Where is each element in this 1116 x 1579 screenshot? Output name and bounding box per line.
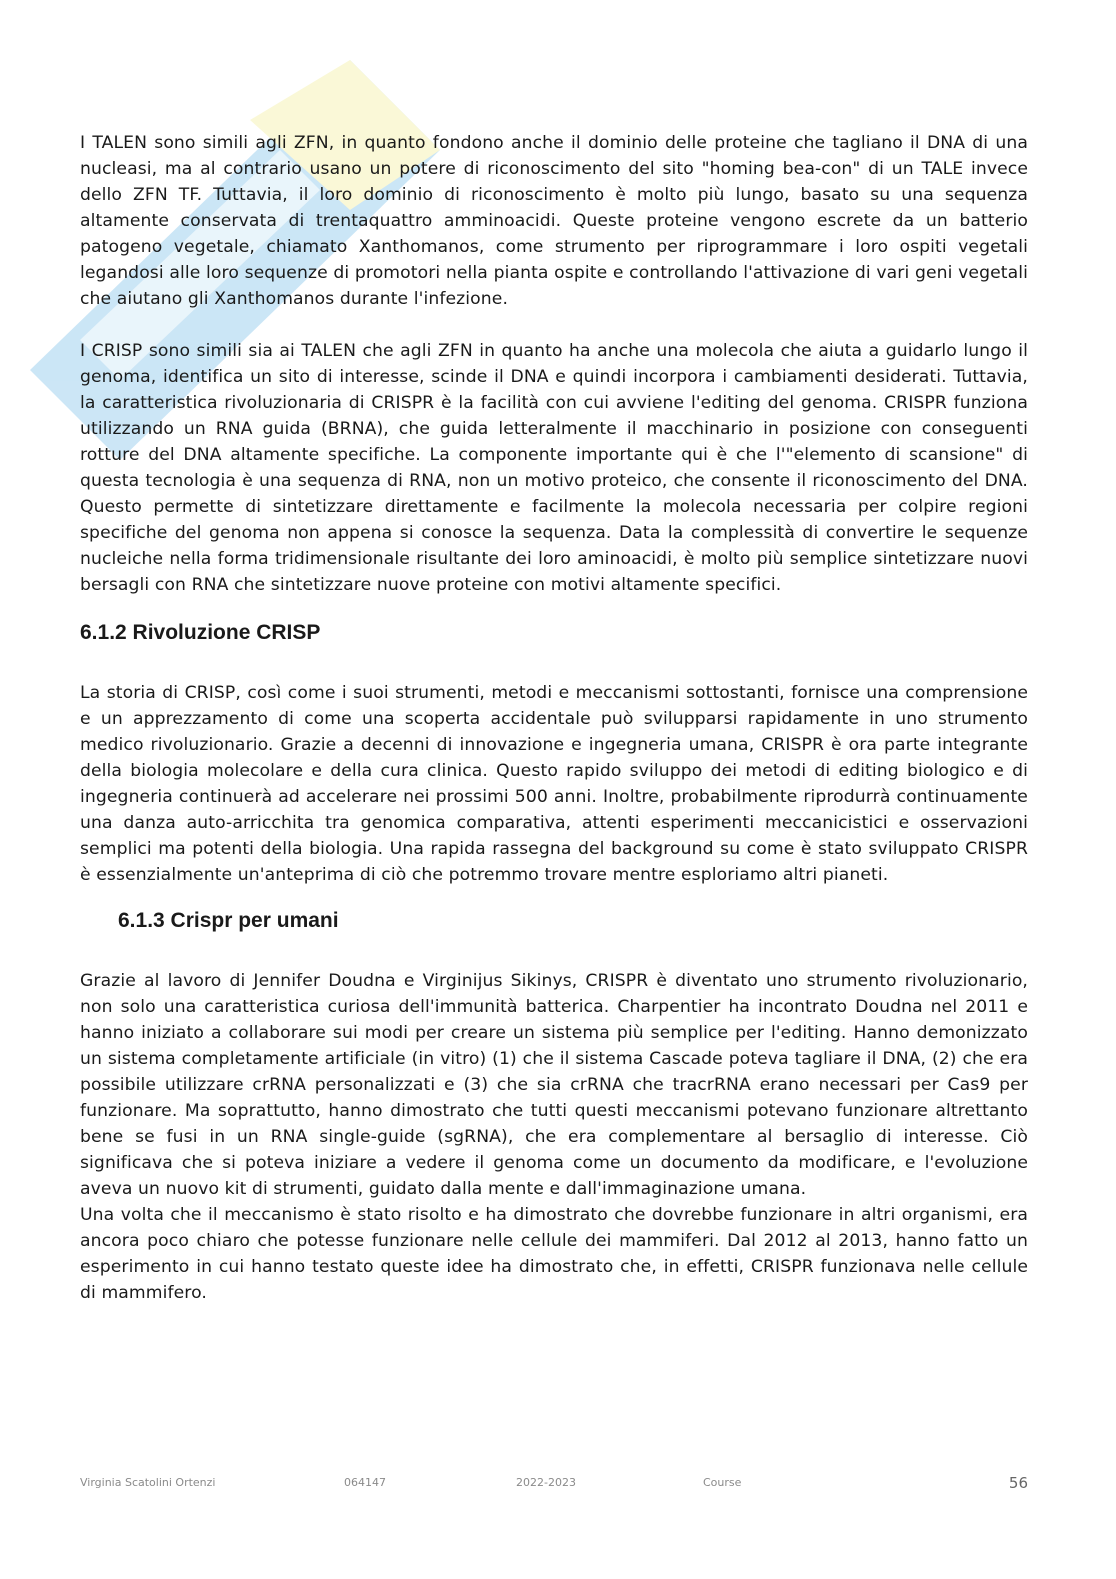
paragraph-talen: I TALEN sono simili agli ZFN, in quanto fondono anche il dominio delle proteine che tagliano il DNA di una nucleasi, ma al contrario usano un potere di riconoscimento del sito "homing bea-con" di un TALE invece dello ZFN TF. Tuttavia, il loro dominio di riconoscimento è molto più lungo, basato su una sequenza altamente conservata di trentaquattro amminoacidi. Queste proteine vengono escrete da un batterio patogeno vegetale, chiamato Xanthomanos, come strumento per riprogrammare i loro ospiti vegetali legandosi alle loro sequenze di promotori nella pianta ospite e controllando l'attivazione di vari geni vegetali che aiutano gli Xanthomanos durante l'infezione. [80,133,1028,309]
paragraph-storia-crisp: La storia di CRISP, così come i suoi strumenti, metodi e meccanismi sottostanti, fornisce una comprensione e un apprezzamento di come una scoperta accidentale può svilupparsi rapidamente in uno strumento medico rivoluzionario. Grazie a decenni di innovazione e ingegneria umana, CRISPR è ora parte integrante della biologia molecolare e della cura clinica. Questo rapido sviluppo dei metodi di editing biologico e di ingegneria continuerà ad accelerare nei prossimi 500 anni. Inoltre, probabilmente riprodurrà continuamente una danza auto-arricchita tra genomica comparativa, attenti esperimenti meccanicistici e osservazioni semplici ma potenti della biologia. Una rapida rassegna del background su come è stato sviluppato CRISPR è essenzialmente un'anteprima di ciò che potremmo trovare mentre esploriamo altri pianeti. [80,683,1028,885]
paragraph-doudna: Grazie al lavoro di Jennifer Doudna e Virginijus Sikinys, CRISPR è diventato uno strumento rivoluzionario, non solo una caratteristica curiosa dell'immunità batterica. Charpentier ha incontrato Doudna nel 2011 e hanno iniziato a collaborare sui modi per creare un sistema più semplice per l'editing. Hanno demonizzato un sistema completamente artificiale (in vitro) (1) che il sistema Cascade poteva tagliare il DNA, (2) che era possibile utilizzare crRNA personalizzati e (3) che sia crRNA che tracrRNA erano necessari per Cas9 per funzionare. Ma soprattutto, hanno dimostrato che tutti questi meccanismi potevano funzionare altrettanto bene se fusi in un RNA single-guide (sgRNA), che era complementare al bersaglio di interesse. Ciò significava che si poteva iniziare a vedere il genoma come un documento da modificare, e l'evoluzione aveva un nuovo kit di strumenti, guidato dalla mente e dall'immaginazione umana. [80,971,1028,1199]
footer-id: 064147 [344,1476,386,1489]
heading-crispr-per-umani: 6.1.3 Crispr per umani [118,909,339,932]
page-footer [80,1474,1028,1494]
paragraph-mammiferi: Una volta che il meccanismo è stato risolto e ha dimostrato che dovrebbe funzionare in altri organismi, era ancora poco chiaro che potesse funzionare nelle cellule dei mammiferi. Dal 2012 al 2013, hanno fatto un esperimento in cui hanno testato queste idee ha dimostrato che, in effetti, CRISPR funzionava nelle cellule di mammifero. [80,1205,1028,1303]
paragraph-crisp: I CRISP sono simili sia ai TALEN che agli ZFN in quanto ha anche una molecola che aiuta a guidarlo lungo il genoma, identifica un sito di interesse, scinde il DNA e quindi incorpora i cambiamenti desiderati. Tuttavia, la caratteristica rivoluzionaria di CRISPR è la facilità con cui avviene l'editing del genoma. CRISPR funziona utilizzando un RNA guida (BRNA), che guida letteralmente il macchinario in posizione con conseguenti rotture del DNA altamente specifiche. La componente importante qui è che l'"elemento di scansione" di questa tecnologia è una sequenza di RNA, non un motivo proteico, che consente il riconoscimento del DNA. Questo permette di sintetizzare direttamente e facilmente la molecola necessaria per colpire regioni specifiche del genoma non appena si conosce la sequenza. Data la complessità di convertire le sequenze nucleiche nella forma tridimensionale risultante dei loro aminoacidi, è molto più semplice sintetizzare nuovi bersagli con RNA che sintetizzare nuove proteine con motivi altamente specifici. [80,341,1028,595]
footer-year: 2022-2023 [516,1476,576,1489]
page-content [80,130,1028,1306]
footer-course: Course [703,1476,742,1489]
page-number: 56 [1008,1474,1028,1492]
footer-author: Virginia Scatolini Ortenzi [80,1476,216,1489]
heading-rivoluzione-crisp: 6.1.2 Rivoluzione CRISP [80,621,321,644]
